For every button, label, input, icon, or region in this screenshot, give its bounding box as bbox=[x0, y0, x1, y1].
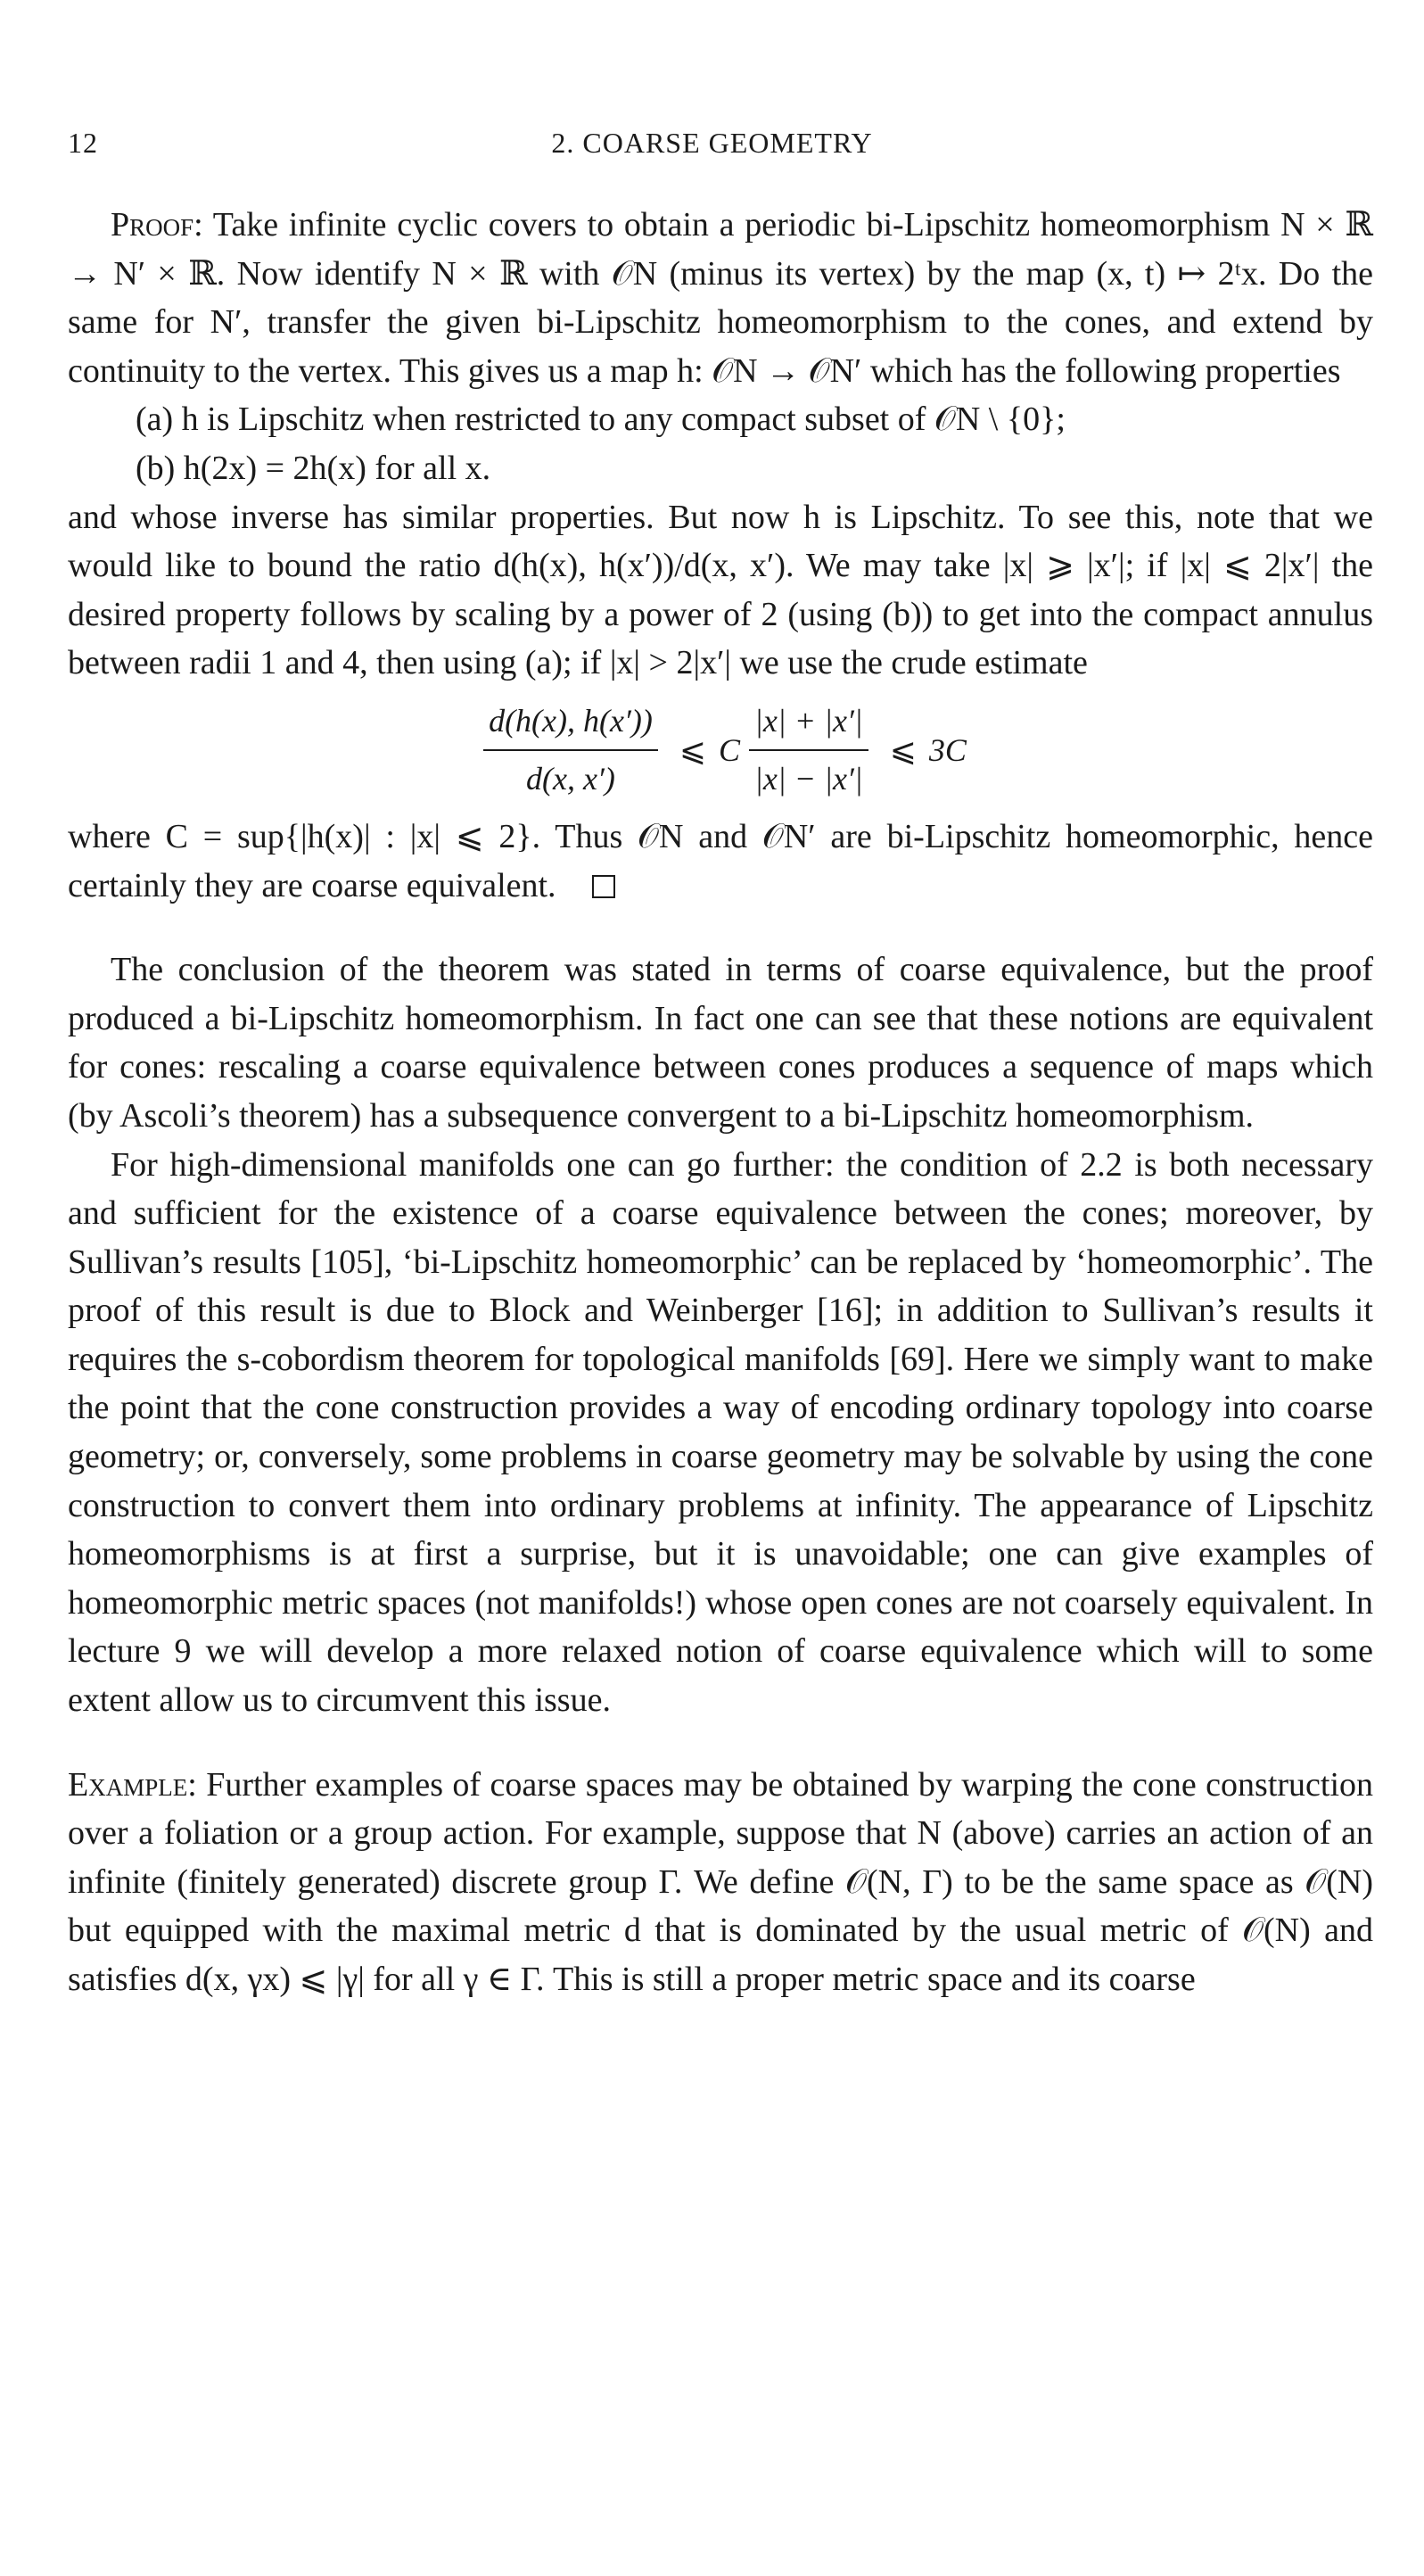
bound-3c: 3C bbox=[928, 731, 967, 768]
relation-leq-2: ⩽ bbox=[889, 731, 917, 768]
example-label: Example: bbox=[68, 1765, 197, 1804]
qed-square-icon bbox=[592, 875, 615, 898]
page-number: 12 bbox=[68, 127, 98, 159]
fraction-rhs-denominator: |x| − |x′| bbox=[754, 760, 863, 797]
fraction-rhs bbox=[749, 697, 868, 803]
constant-c: C bbox=[719, 731, 741, 768]
paragraph-cones: The conclusion of the theorem was stated in terms of coarse equivalence, but the proof produced a bi-Lipschitz homeomorphism. In fact one can see that these notions are equivalent for cones: rescaling a coarse equivalence between cones produces a sequence of maps which (by Ascoli’s theorem) has a subsequence convergent to a bi-Lipschitz homeomorphism. bbox=[68, 951, 1373, 1135]
running-head: 2. COARSE GEOMETRY bbox=[551, 127, 873, 159]
fraction-rhs-numerator: |x| + |x′| bbox=[749, 697, 868, 751]
relation-leq-1: ⩽ bbox=[679, 731, 706, 768]
proof-label: Proof: bbox=[111, 206, 203, 244]
example-paragraph bbox=[68, 1761, 1373, 2004]
proof-item-b: (b) h(2x) = 2h(x) for all x. bbox=[136, 449, 491, 487]
proof-conclusion-text: where C = sup{|h(x)| : |x| ⩽ 2}. Thus 𝒪N and 𝒪N′ are bi-Lipschitz homeomorphic, hence certainly they are coarse equivalent. bbox=[68, 817, 1373, 904]
paragraph-high-dimensional: For high-dimensional manifolds one can go further: the condition of 2.2 is both necessary and sufficient for the existence of a coarse equivalence between the cones; moreover, by Sullivan’s results [105], ‘bi-Lipschitz homeomorphic’ can be replaced by ‘homeomorphic’. The proof of this result is due to Block and Weinberger [16]; in addition to Sullivan’s results it requires the s-cobordism theorem for topological manifolds [69]. Here we simply want to make the point that the cone construction provides a way of encoding ordinary topology into coarse geometry; or, conversely, some problems in coarse geometry may be solvable by using the cone construction to convert them into ordinary problems at infinity. The appearance of Lipschitz homeomorphisms is at first a surprise, but it is unavoidable; one can give examples of homeomorphic metric spaces (not manifolds!) whose open cones are not coarsely equivalent. In lecture 9 we will develop a more relaxed notion of coarse equivalence which will to some extent allow us to circumvent this issue. bbox=[68, 1145, 1373, 1720]
display-equation bbox=[68, 688, 1373, 813]
proof-continuation: and whose inverse has similar properties. But now h is Lipschitz. To see this, note that we would like to bound the ratio d(h(x), h(x′))/d(x, x′). We may take |x| ⩾ |x′|; if |x| ⩽ 2|x′| the desired property follows by scaling by a power of 2 (using (b)) to get into the compact annulus between radii 1 and 4, then using (a); if |x| > 2|x′| we use the crude estimate bbox=[68, 498, 1373, 682]
proof-intro-text: Take infinite cyclic covers to obtain a periodic bi-Lipschitz homeomorphism N × ℝ → N′ × ℝ. Now identify N × ℝ with 𝒪N (minus its vertex) by the map (x, t) ↦ 2ᵗx. Do the same for N′, transfer the given bi-Lipschitz homeomorphism to the cones, and extend by continuity to the vertex. This gives us a map h: 𝒪N → 𝒪N′ which has the following properties bbox=[68, 206, 1373, 390]
page-header bbox=[68, 127, 1356, 162]
proof-conclusion bbox=[68, 813, 1373, 910]
fraction-lhs bbox=[483, 697, 658, 803]
proof-intro bbox=[68, 201, 1373, 395]
fraction-lhs-numerator: d(h(x), h(x′)) bbox=[483, 697, 658, 751]
fraction-lhs-denominator: d(x, x′) bbox=[526, 760, 615, 797]
page-body bbox=[68, 201, 1373, 2004]
proof-item-a: (a) h is Lipschitz when restricted to any compact subset of 𝒪N \ {0}; bbox=[136, 400, 1066, 439]
example-text: Further examples of coarse spaces may be obtained by warping the cone construction over a foliation or a group action. For example, suppose that N (above) carries an action of an infinite (finitely generated) discrete group Γ. We define 𝒪(N, Γ) to be the same space as 𝒪(N) but equipped with the maximal metric d that is dominated by the usual metric of 𝒪(N) and satisfies d(x, γx) ⩽ |γ| for all γ ∈ Γ. This is still a proper metric space and its coarse bbox=[68, 1765, 1374, 1998]
